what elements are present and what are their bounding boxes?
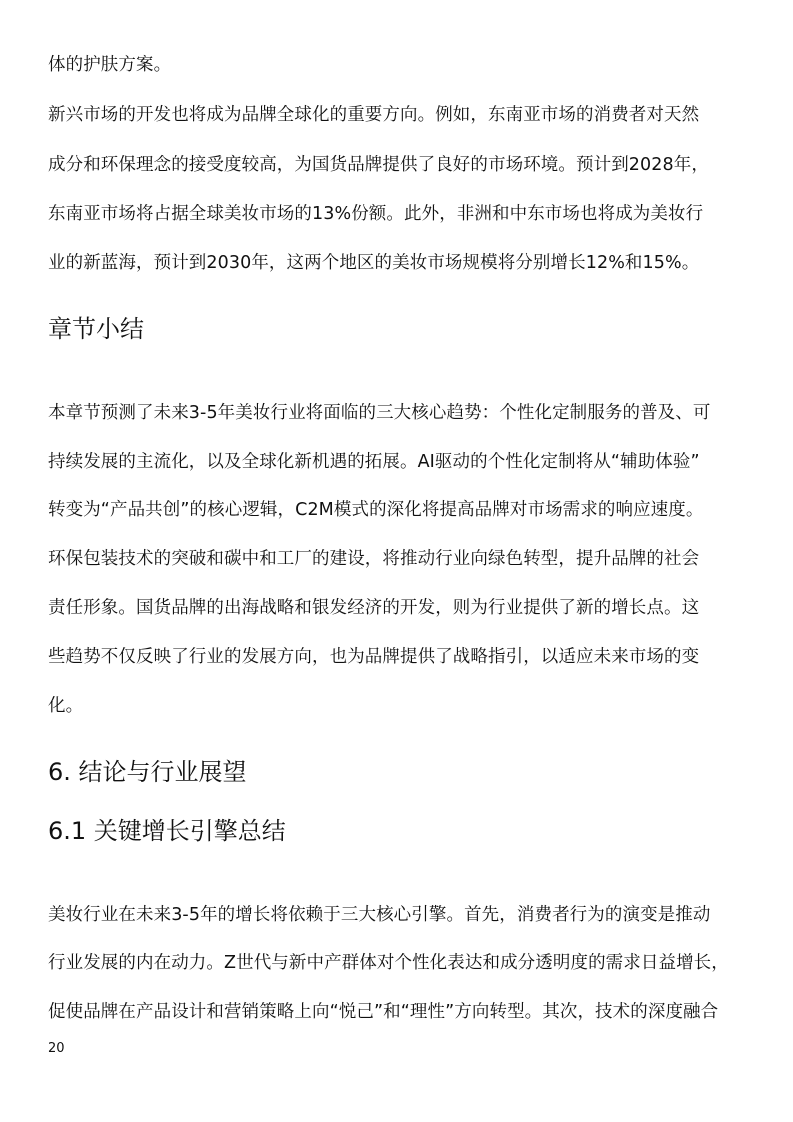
paragraph-line: 成分和环保理念的接受度较高，为国货品牌提供了良好的市场环境。预计到2028年， bbox=[48, 155, 709, 175]
paragraph-line: 体的护肤方案。 bbox=[48, 55, 172, 75]
paragraph-line: 本章节预测了未来3-5年美妆行业将面临的三大核心趋势：个性化定制服务的普及、可 bbox=[48, 403, 711, 423]
heading-section-6-1: 6.1 关键增长引擎总结 bbox=[48, 817, 286, 845]
paragraph-line: 些趋势不仅反映了行业的发展方向，也为品牌提供了战略指引，以适应未来市场的变 bbox=[48, 647, 700, 667]
paragraph-line: 促使品牌在产品设计和营销策略上向“悦己”和“理性”方向转型。其次，技术的深度融合 bbox=[48, 1002, 719, 1022]
paragraph-line: 责任形象。国货品牌的出海战略和银发经济的开发，则为行业提供了新的增长点。这 bbox=[48, 598, 700, 618]
heading-chapter-summary: 章节小结 bbox=[48, 315, 144, 343]
paragraph-line: 业的新蓝海，预计到2030年，这两个地区的美妆市场规模将分别增长12%和15%。 bbox=[48, 253, 700, 273]
paragraph-line: 新兴市场的开发也将成为品牌全球化的重要方向。例如，东南亚市场的消费者对天然 bbox=[48, 105, 700, 125]
paragraph-line: 化。 bbox=[48, 696, 84, 716]
page-number: 20 bbox=[48, 1041, 65, 1056]
paragraph-line: 东南亚市场将占据全球美妆市场的13%份额。此外，非洲和中东市场也将成为美妆行 bbox=[48, 204, 704, 224]
paragraph-line: 美妆行业在未来3-5年的增长将依赖于三大核心引擎。首先，消费者行为的演变是推动 bbox=[48, 905, 711, 925]
paragraph-line: 环保包装技术的突破和碳中和工厂的建设，将推动行业向绿色转型，提升品牌的社会 bbox=[48, 549, 700, 569]
paragraph-line: 持续发展的主流化，以及全球化新机遇的拓展。AI驱动的个性化定制将从“辅助体验” bbox=[48, 452, 700, 472]
paragraph-line: 转变为“产品共创”的核心逻辑，C2M模式的深化将提高品牌对市场需求的响应速度。 bbox=[48, 500, 704, 520]
paragraph-line: 行业发展的内在动力。Z世代与新中产群体对个性化表达和成分透明度的需求日益增长， bbox=[48, 953, 729, 973]
heading-section-6: 6. 结论与行业展望 bbox=[48, 758, 247, 786]
